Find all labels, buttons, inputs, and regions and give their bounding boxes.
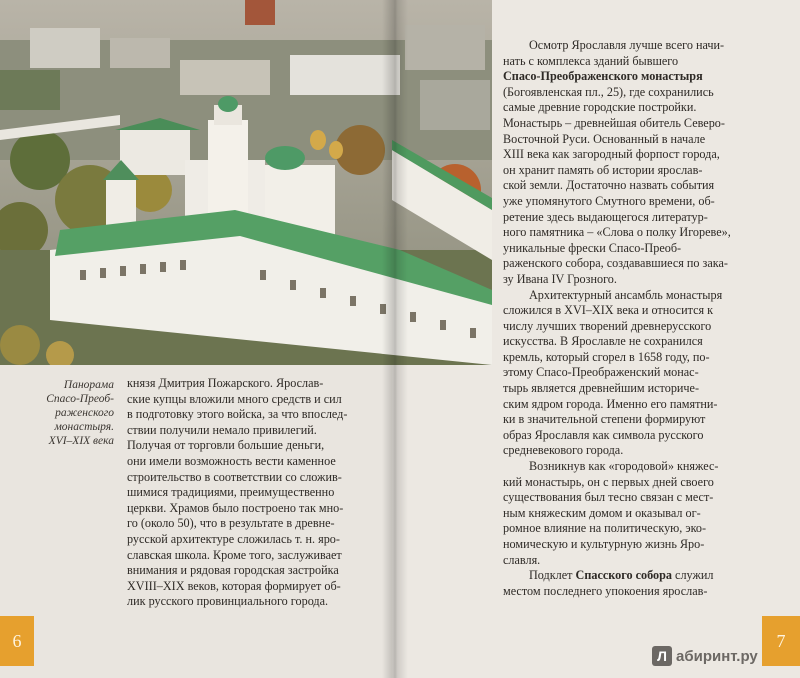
text-line: номическую и культурную жизнь Яро- <box>503 537 705 551</box>
text-line: лик русского провинциального города. <box>127 594 329 609</box>
text-line: шимися традициями, преимущественно <box>127 485 335 500</box>
left-body-text <box>127 376 389 610</box>
text-line <box>503 568 765 584</box>
text-line: кий монастырь, он с первых дней своего <box>503 474 714 489</box>
text-line: существования был тесно связан с мест- <box>503 490 714 505</box>
text-line: они имели возможность вести каменное <box>127 453 336 468</box>
labirint-watermark <box>652 645 758 667</box>
text-line: он хранит память об истории ярослав- <box>503 162 703 177</box>
text-line: XVIII–XIX веков, которая формирует об- <box>127 578 341 593</box>
text-line: Возникнув как «городовой» княжес- <box>529 459 719 474</box>
monastery-name-bold: Спасо-Преображенского монастыря <box>503 69 703 84</box>
text-line: ретение здесь выдающегося литератур- <box>503 209 708 224</box>
text-line: ромное влияние на политическую, эко- <box>503 521 707 536</box>
caption-line: раженского <box>55 407 114 419</box>
text-line: XIII века как загородный форпост города, <box>503 147 720 162</box>
text-line: ским ядром города. Именно его памятни- <box>503 396 718 411</box>
text-line: уже упомянутого Смутного времени, об- <box>503 193 715 208</box>
text-line: ской земли. Достаточно назвать события <box>503 178 715 193</box>
monastery-illustration <box>0 0 492 365</box>
caption-line: Панорама <box>63 379 114 391</box>
text-line: строительство в соответствии со сложив- <box>127 469 342 484</box>
text-line: самые древние городские постройки. <box>503 100 697 115</box>
text-line: Архитектурный ансамбль монастыря <box>529 287 723 302</box>
text-line: Восточной Руси. Основанный в начале <box>503 131 706 146</box>
text-line: сложился в XVI–XIX века и относится к <box>503 303 714 318</box>
text-line: Осмотр Ярославля лучше всего начи- <box>529 38 725 52</box>
text-line: славля. <box>503 552 541 567</box>
page-number-left: 6 <box>0 616 34 666</box>
text-line: раженского собора, создававшиеся по зака- <box>503 256 728 271</box>
text-line: кремль, который сгорел в 1658 году, по- <box>503 349 710 364</box>
text-line: тырь является древнейшим историче- <box>503 381 700 396</box>
text-line: зу Ивана IV Грозного. <box>503 271 617 286</box>
text-line: образ Ярославля как символа русского <box>503 427 704 442</box>
text-line: нать с комплекса зданий бывшего <box>503 53 679 68</box>
text-line: уникальные фрески Спасо-Преоб- <box>503 240 682 255</box>
watermark-text: абиринт.ру <box>676 647 758 665</box>
text-line: ным княжеским домом и оказывал ог- <box>503 505 701 520</box>
text-fragment: Подклет <box>529 568 576 583</box>
text-line: князя Дмитрия Пожарского. Ярослав- <box>127 376 324 390</box>
text-line: ки в значительной степени формируют <box>503 412 706 427</box>
text-line: русской архитектуре сложилась т. н. яро- <box>127 531 340 546</box>
page-number-right: 7 <box>762 616 800 666</box>
right-body-text <box>503 38 765 599</box>
text-line: ного памятника – «Слова о полку Игореве», <box>503 225 731 240</box>
text-line: этому Спасо-Преображенский монас- <box>503 365 699 380</box>
text-line: (Богоявленская пл., 25), где сохранились <box>503 84 714 99</box>
text-line <box>503 69 765 85</box>
caption-line: Спасо-Преоб- <box>46 393 114 405</box>
monastery-panorama-photo <box>0 0 492 365</box>
caption-line: XVI–XIX века <box>48 435 114 447</box>
text-line: славская школа. Кроме того, заслуживает <box>127 547 342 562</box>
text-line: местом последнего упокоения ярослав- <box>503 583 708 598</box>
text-line: числу лучших творений древнерусского <box>503 318 712 333</box>
text-line: средневекового города. <box>503 443 624 458</box>
text-line: внимания и рядовая городская застройка <box>127 563 339 578</box>
photo-caption <box>22 378 114 448</box>
text-line: церкви. Храмов было построено так мно- <box>127 500 344 515</box>
text-line: Получая от торговли большие деньги, <box>127 438 325 453</box>
text-fragment: служил <box>672 568 714 583</box>
text-line: Монастырь – древнейшая обитель Северо- <box>503 115 725 130</box>
text-line: искусства. В Ярославле не сохранился <box>503 334 703 349</box>
text-line: в подготовку этого войска, за что впослед- <box>127 407 348 422</box>
cathedral-name-bold: Спасского собора <box>575 568 672 583</box>
text-line: го (около 50), что в результате в древне- <box>127 516 335 531</box>
labirint-logo-icon: Л <box>652 646 672 666</box>
text-line: ские купцы вложили много средств и сил <box>127 391 342 406</box>
text-line: ствии получили немало привилегий. <box>127 422 317 437</box>
caption-line: монастыря. <box>54 421 114 433</box>
